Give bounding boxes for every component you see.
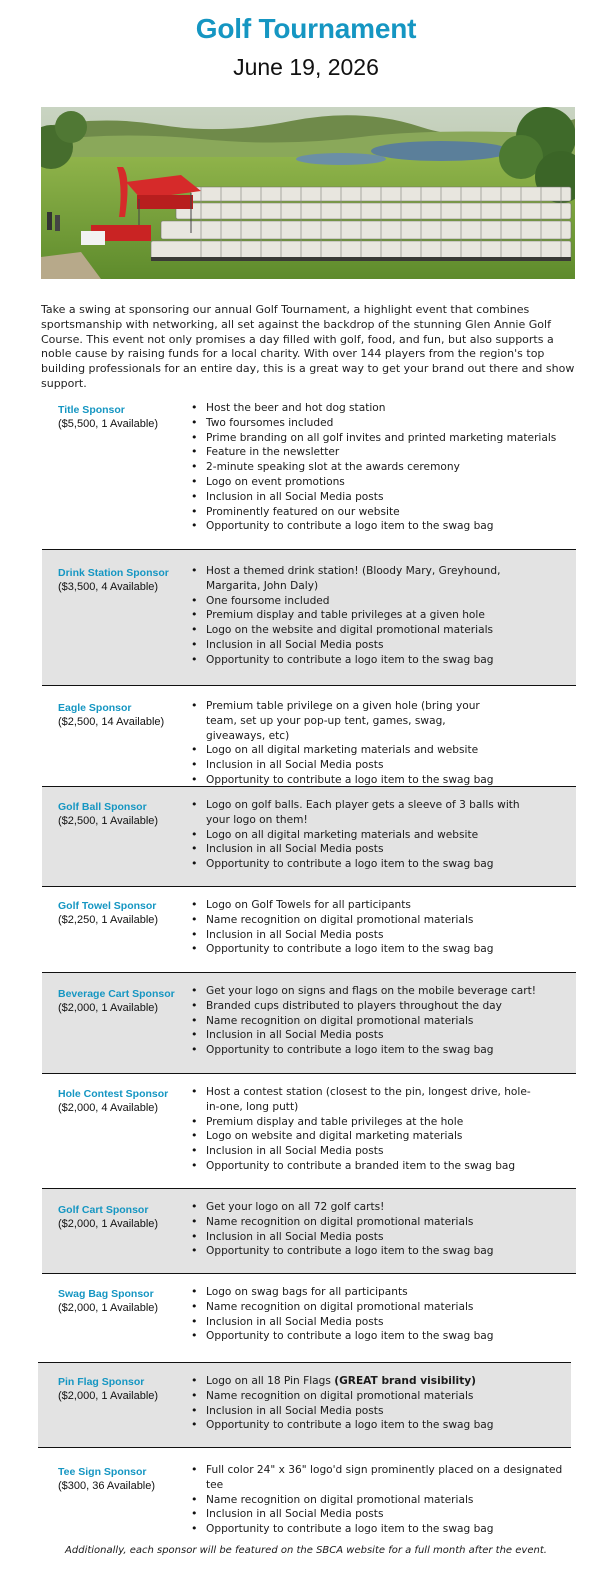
tier-name: Golf Ball Sponsor xyxy=(58,801,147,813)
tier-tee-sign-sponsor xyxy=(42,1450,576,1535)
tier-name: Eagle Sponsor xyxy=(58,702,132,714)
list-item: • Inclusion in all Social Media posts xyxy=(206,1230,568,1245)
list-item: • Logo on all digital marketing materials and website xyxy=(206,743,506,758)
benefit-list xyxy=(206,1463,576,1537)
list-item: • Inclusion in all Social Media posts xyxy=(206,1144,536,1159)
list-item: • Get your logo on signs and flags on the mobile beverage cart! xyxy=(206,984,568,999)
list-item: • Opportunity to contribute a logo item to the swag bag xyxy=(206,1418,568,1433)
benefit-list xyxy=(206,984,568,1058)
tier-price: ($2,000, 1 Available) xyxy=(58,1002,159,1014)
list-item: • Premium display and table privileges at the hole xyxy=(206,1115,536,1130)
benefit-list xyxy=(206,401,568,534)
tier-hole-contest-sponsor xyxy=(42,1074,576,1189)
list-item: • Logo on website and digital marketing materials xyxy=(206,1129,536,1144)
golf-course-photo xyxy=(41,107,575,279)
tier-golf-cart-sponsor xyxy=(42,1189,576,1274)
list-item: • Premium table privilege on a given hole (bring your team, set up your pop-up tent, games, swag, giveaways, etc) xyxy=(206,699,506,743)
list-item: • Opportunity to contribute a logo item to the swag bag xyxy=(206,773,506,788)
list-item: • Logo on all digital marketing materials and website xyxy=(206,828,536,843)
list-item: • Logo on event promotions xyxy=(206,475,568,490)
benefit-list xyxy=(206,798,536,872)
event-date: June 19, 2026 xyxy=(233,54,379,80)
list-item: • 2-minute speaking slot at the awards ceremony xyxy=(206,460,568,475)
benefit-highlight: (GREAT brand visibility) xyxy=(334,1375,477,1387)
benefit-text: Logo on all 18 Pin Flags xyxy=(206,1375,335,1387)
list-item: • Logo on the website and digital promotional materials xyxy=(206,623,506,638)
tier-golf-towel-sponsor xyxy=(42,887,576,973)
list-item: • Opportunity to contribute a logo item to the swag bag xyxy=(206,653,506,668)
benefit-list xyxy=(206,1374,568,1433)
tier-pin-flag-sponsor xyxy=(38,1362,571,1448)
list-item xyxy=(206,1374,568,1389)
list-item: • Inclusion in all Social Media posts xyxy=(206,842,536,857)
list-item: • Logo on swag bags for all participants xyxy=(206,1285,568,1300)
tier-price: ($300, 36 Available) xyxy=(58,1480,156,1492)
list-item: • Full color 24" x 36" logo'd sign prominently placed on a designated tee xyxy=(206,1463,576,1493)
tier-name: Swag Bag Sponsor xyxy=(58,1288,154,1300)
tier-title-sponsor xyxy=(42,394,576,550)
list-item: • One foursome included xyxy=(206,594,506,609)
list-item: • Logo on Golf Towels for all participants xyxy=(206,898,568,913)
page-title: Golf Tournament xyxy=(195,13,417,44)
intro-paragraph: Take a swing at sponsoring our annual Golf Tournament, a highlight event that combines sportsmanship with networking, all set against the backdrop of the stunning Glen Annie Golf Course. This event not only promises a day filled with golf, food, and fun, but also supports a noble cause by raising funds for a local charity. With over 144 players from the region's top building professionals for an entire day, this is a great way to get your brand out there and show support. xyxy=(41,303,575,390)
list-item: • Opportunity to contribute a logo item to the swag bag xyxy=(206,519,568,534)
footnote: Additionally, each sponsor will be featured on the SBCA website for a full month after the event. xyxy=(65,1545,547,1556)
tier-name: Drink Station Sponsor xyxy=(58,567,169,579)
list-item: • Prime branding on all golf invites and printed marketing materials xyxy=(206,431,568,446)
tier-name: Golf Cart Sponsor xyxy=(58,1204,149,1216)
list-item: • Opportunity to contribute a logo item to the swag bag xyxy=(206,942,568,957)
list-item: • Inclusion in all Social Media posts xyxy=(206,1507,576,1522)
list-item: • Name recognition on digital promotional materials xyxy=(206,1215,568,1230)
list-item: • Opportunity to contribute a branded item to the swag bag xyxy=(206,1159,536,1174)
list-item: • Get your logo on all 72 golf carts! xyxy=(206,1200,568,1215)
list-item: • Logo on golf balls. Each player gets a sleeve of 3 balls with your logo on them! xyxy=(206,798,536,828)
list-item: • Opportunity to contribute a logo item to the swag bag xyxy=(206,1244,568,1259)
list-item: • Host a contest station (closest to the pin, longest drive, hole-in-one, long putt) xyxy=(206,1085,536,1115)
tier-price: ($2,250, 1 Available) xyxy=(58,914,159,926)
tier-price: ($3,500, 4 Available) xyxy=(58,581,159,593)
list-item: • Host a themed drink station! (Bloody Mary, Greyhound, Margarita, John Daly) xyxy=(206,564,506,594)
list-item: • Opportunity to contribute a logo item to the swag bag xyxy=(206,1043,568,1058)
tier-beverage-cart-sponsor xyxy=(42,973,576,1074)
tier-name: Pin Flag Sponsor xyxy=(58,1376,145,1388)
list-item: • Premium display and table privileges at a given hole xyxy=(206,608,506,623)
list-item: • Inclusion in all Social Media posts xyxy=(206,1315,568,1330)
tier-price: ($2,000, 1 Available) xyxy=(58,1302,159,1314)
list-item: • Opportunity to contribute a logo item to the swag bag xyxy=(206,1522,576,1537)
tier-price: ($2,500, 14 Available) xyxy=(58,716,165,728)
list-item: • Two foursomes included xyxy=(206,416,568,431)
benefit-list xyxy=(206,1285,568,1344)
tier-name: Beverage Cart Sponsor xyxy=(58,988,175,1000)
tier-drink-station-sponsor xyxy=(42,550,576,686)
benefit-list xyxy=(206,699,506,788)
tier-price: ($2,000, 4 Available) xyxy=(58,1102,159,1114)
benefit-list xyxy=(206,898,568,957)
list-item: • Inclusion in all Social Media posts xyxy=(206,638,506,653)
tier-price: ($2,000, 1 Available) xyxy=(58,1390,159,1402)
list-item: • Inclusion in all Social Media posts xyxy=(206,1028,568,1043)
tier-eagle-sponsor xyxy=(42,686,576,787)
list-item: • Inclusion in all Social Media posts xyxy=(206,490,568,505)
list-item: • Name recognition on digital promotional materials xyxy=(206,913,568,928)
list-item: • Inclusion in all Social Media posts xyxy=(206,928,568,943)
list-item: • Name recognition on digital promotional materials xyxy=(206,1300,568,1315)
list-item: • Branded cups distributed to players throughout the day xyxy=(206,999,568,1014)
list-item: • Host the beer and hot dog station xyxy=(206,401,568,416)
tier-name: Title Sponsor xyxy=(58,404,125,416)
tier-swag-bag-sponsor xyxy=(42,1274,576,1362)
tier-price: ($2,000, 1 Available) xyxy=(58,1218,159,1230)
list-item: • Inclusion in all Social Media posts xyxy=(206,1404,568,1419)
tier-name: Tee Sign Sponsor xyxy=(58,1466,147,1478)
list-item: • Name recognition on digital promotional materials xyxy=(206,1014,568,1029)
list-item: • Opportunity to contribute a logo item to the swag bag xyxy=(206,857,536,872)
tier-name: Hole Contest Sponsor xyxy=(58,1088,169,1100)
tier-price: ($2,500, 1 Available) xyxy=(58,815,159,827)
list-item: • Inclusion in all Social Media posts xyxy=(206,758,506,773)
list-item: • Opportunity to contribute a logo item to the swag bag xyxy=(206,1329,568,1344)
benefit-list xyxy=(206,1085,536,1174)
tier-price: ($5,500, 1 Available) xyxy=(58,418,159,430)
benefit-list xyxy=(206,564,506,668)
tier-name: Golf Towel Sponsor xyxy=(58,900,157,912)
benefit-list xyxy=(206,1200,568,1259)
list-item: • Name recognition on digital promotional materials xyxy=(206,1389,568,1404)
list-item: • Prominently featured on our website xyxy=(206,505,568,520)
list-item: • Name recognition on digital promotional materials xyxy=(206,1493,576,1508)
tier-golf-ball-sponsor xyxy=(42,787,576,887)
list-item: • Feature in the newsletter xyxy=(206,445,568,460)
